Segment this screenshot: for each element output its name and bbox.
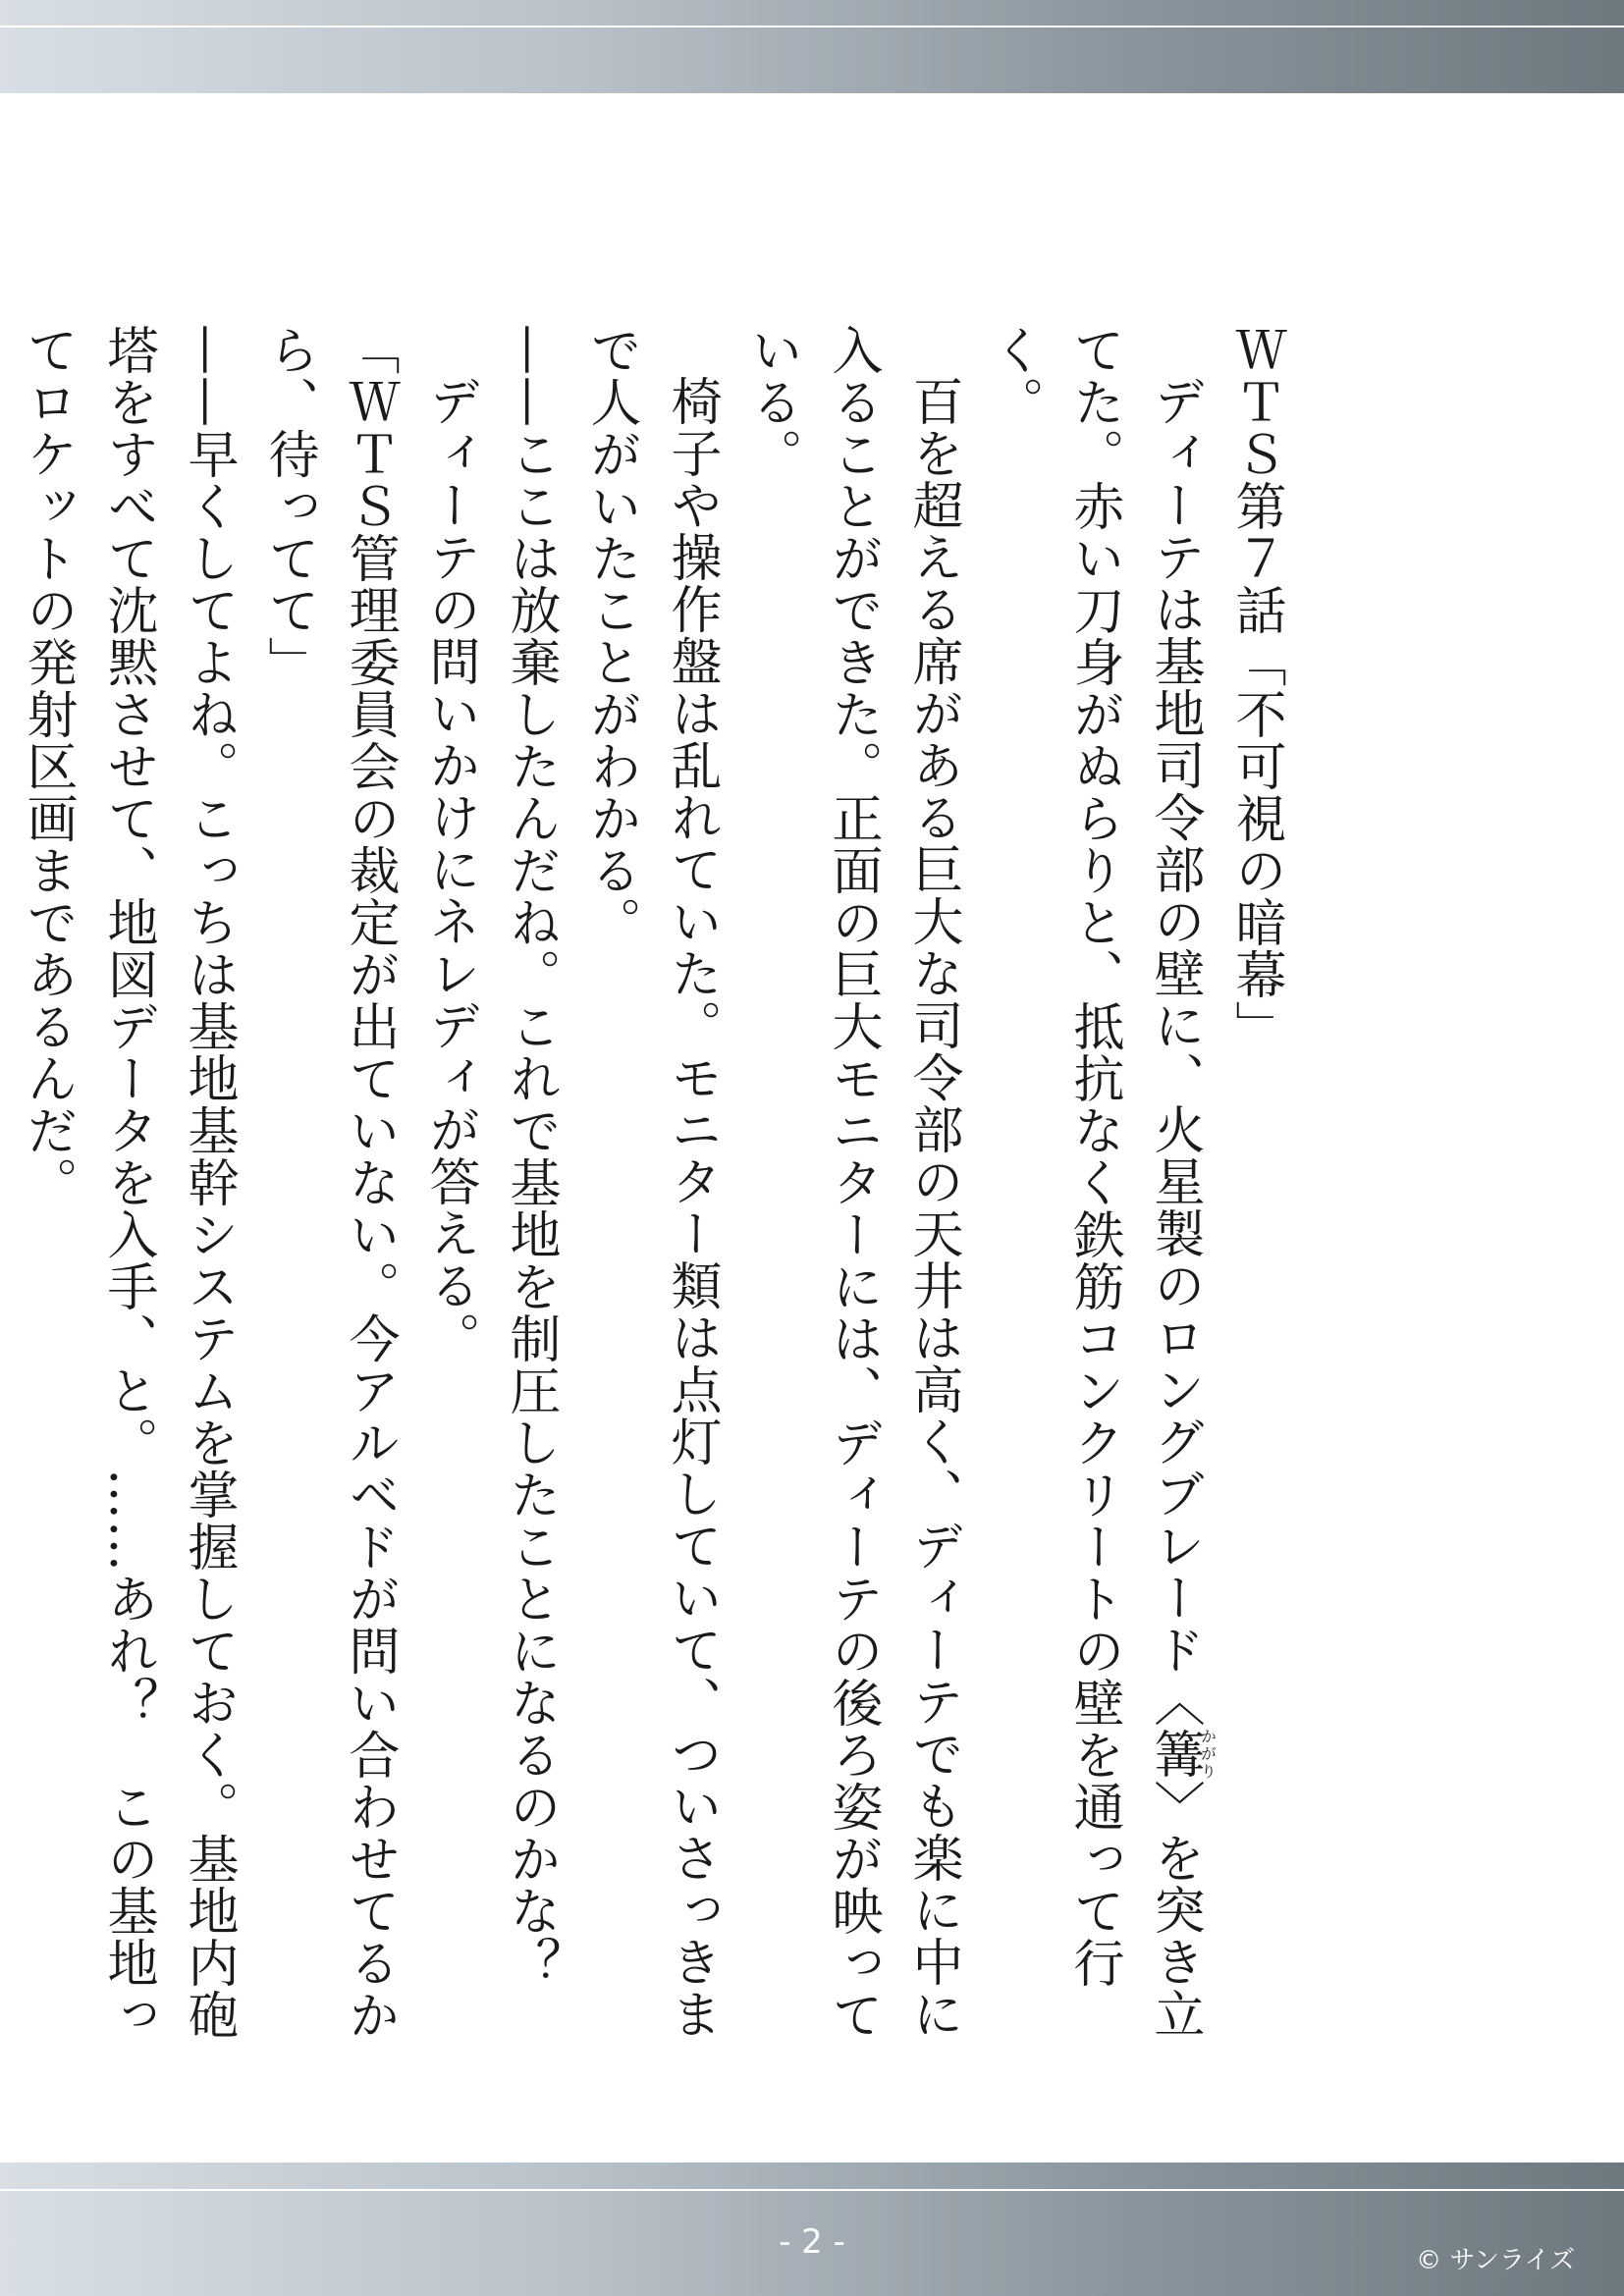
header-bar — [0, 0, 1624, 93]
header-divider — [0, 26, 1624, 27]
paragraph-2: 百を超える席がある巨大な司令部の天井は高く、ディーテでも楽に中に入ることができた。正面の巨大モニターには、ディーテの後ろ姿が映っている。 — [742, 324, 962, 2041]
paragraph-8 — [0, 324, 7, 2071]
ruby-kagari — [1145, 1728, 1218, 1780]
ruby-reading: かがり — [1198, 1728, 1218, 1780]
chapter-title: ＷＴＳ第７話「不可視の暗幕」 — [1226, 324, 1285, 1052]
paragraph-1-after: 〉を突き立てた。赤い刀身がぬらりと、抵抗なく鉄筋コンクリートの壁を通って行く。 — [984, 324, 1204, 2040]
ruby-base: 篝 — [1145, 1728, 1204, 1780]
paragraph-1-before: ディーテは基地司令部の壁に、火星製のロングブレード〈 — [1145, 375, 1204, 1728]
paragraph-4: ——ここは放棄したんだね。これで基地を制圧したことになるのかな？ — [501, 324, 560, 1989]
footer-divider — [0, 2189, 1624, 2191]
paragraph-7: ——早くしてよね。こっちは基地基幹システムを掌握しておく。基地内砲塔をすべて沈黙させて、地図データを入手、と。……あれ？ この基地ってロケットの発射区画まであるんだ。 — [18, 324, 238, 2041]
paragraph-5: ディーテの問いかけにネレディが答える。 — [420, 375, 479, 1363]
page-number: - 2 - — [779, 2222, 845, 2262]
paragraph-6: 「ＷＴＳ管理委員会の裁定が出ていない。今アルベドが問い合わせてるから、待ってて」 — [259, 324, 399, 2041]
copyright-notice: © サンライズ — [1416, 2246, 1575, 2275]
vertical-body-text — [18, 324, 1296, 2071]
paragraph-1 — [973, 324, 1216, 2071]
paragraph-3: 椅子や操作盤は乱れていた。モニター類は点灯していて、ついさっきまで人がいたことがわかる。 — [581, 324, 721, 2040]
